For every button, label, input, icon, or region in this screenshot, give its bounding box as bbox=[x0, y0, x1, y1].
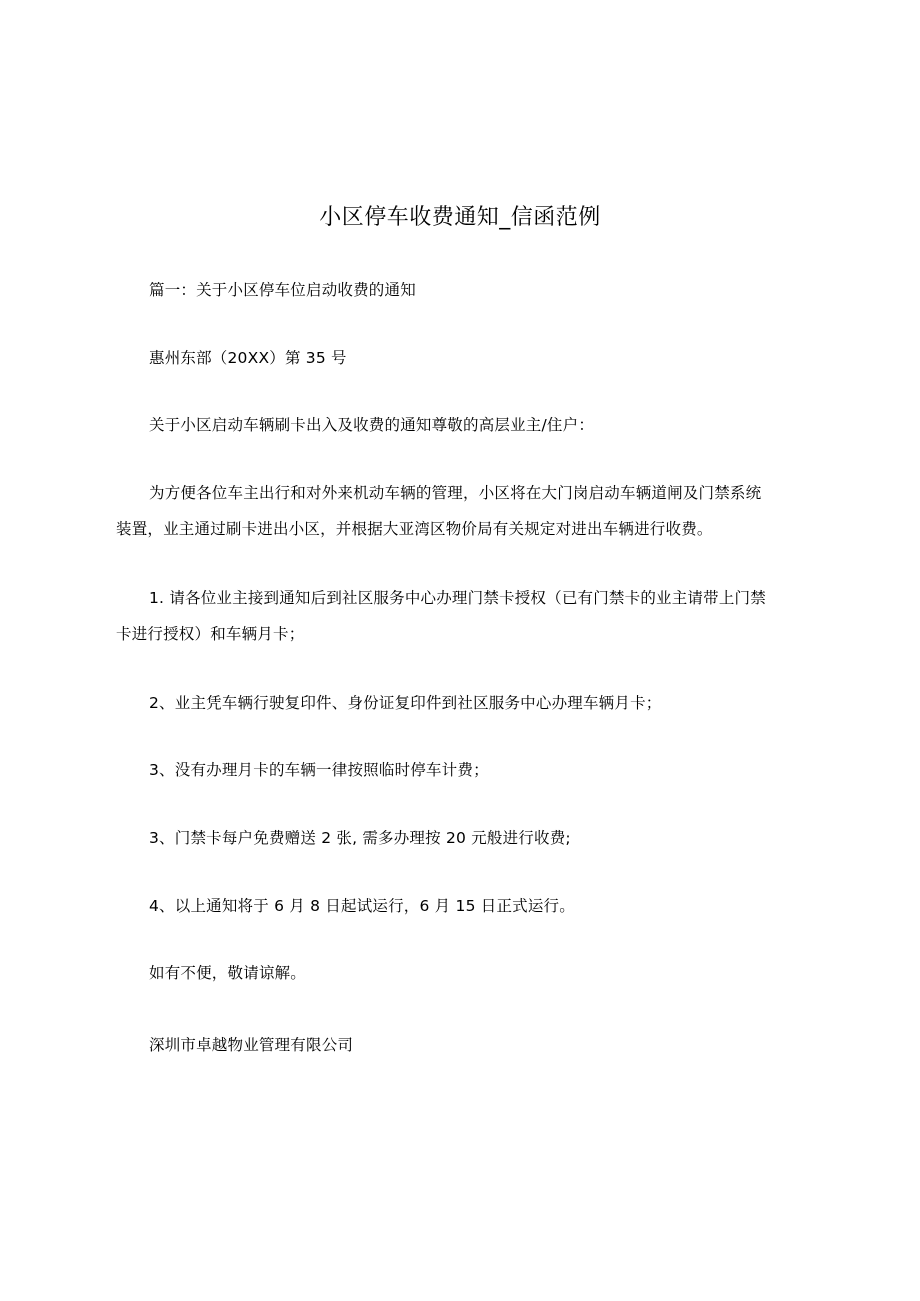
section-heading: 篇一：关于小区停车位启动收费的通知 bbox=[149, 281, 416, 299]
item-1-line-2: 卡进行授权）和车辆月卡； bbox=[116, 625, 305, 643]
intro-paragraph-line-2: 装置，业主通过刷卡进出小区，并根据大亚湾区物价局有关规定对进出车辆进行收费。 bbox=[116, 520, 713, 538]
document-title: 小区停车收费通知_信函范例 bbox=[319, 205, 601, 230]
closing-remark: 如有不便，敬请谅解。 bbox=[149, 964, 307, 982]
intro-paragraph-line-1: 为方便各位车主出行和对外来机动车辆的管理，小区将在大门岗启动车辆道闸及门禁系统 bbox=[149, 484, 762, 502]
salutation: 关于小区启动车辆刷卡出入及收费的通知尊敬的高层业主/住户： bbox=[149, 416, 595, 434]
item-2: 2、业主凭车辆行驶复印件、身份证复印件到社区服务中心办理车辆月卡； bbox=[149, 694, 662, 712]
item-4: 4、以上通知将于 6 月 8 日起试运行，6 月 15 日正式运行。 bbox=[149, 897, 575, 915]
item-3a: 3、没有办理月卡的车辆一律按照临时停车计费； bbox=[149, 761, 489, 779]
item-1-line-1: 1. 请各位业主接到通知后到社区服务中心办理门禁卡授权（已有门禁卡的业主请带上门禁 bbox=[149, 589, 766, 607]
signature-company: 深圳市卓越物业管理有限公司 bbox=[149, 1036, 354, 1054]
item-3b: 3、门禁卡每户免费赠送 2 张, 需多办理按 20 元般进行收费; bbox=[149, 829, 571, 847]
document-number: 惠州东部（20XX）第 35 号 bbox=[149, 349, 347, 367]
